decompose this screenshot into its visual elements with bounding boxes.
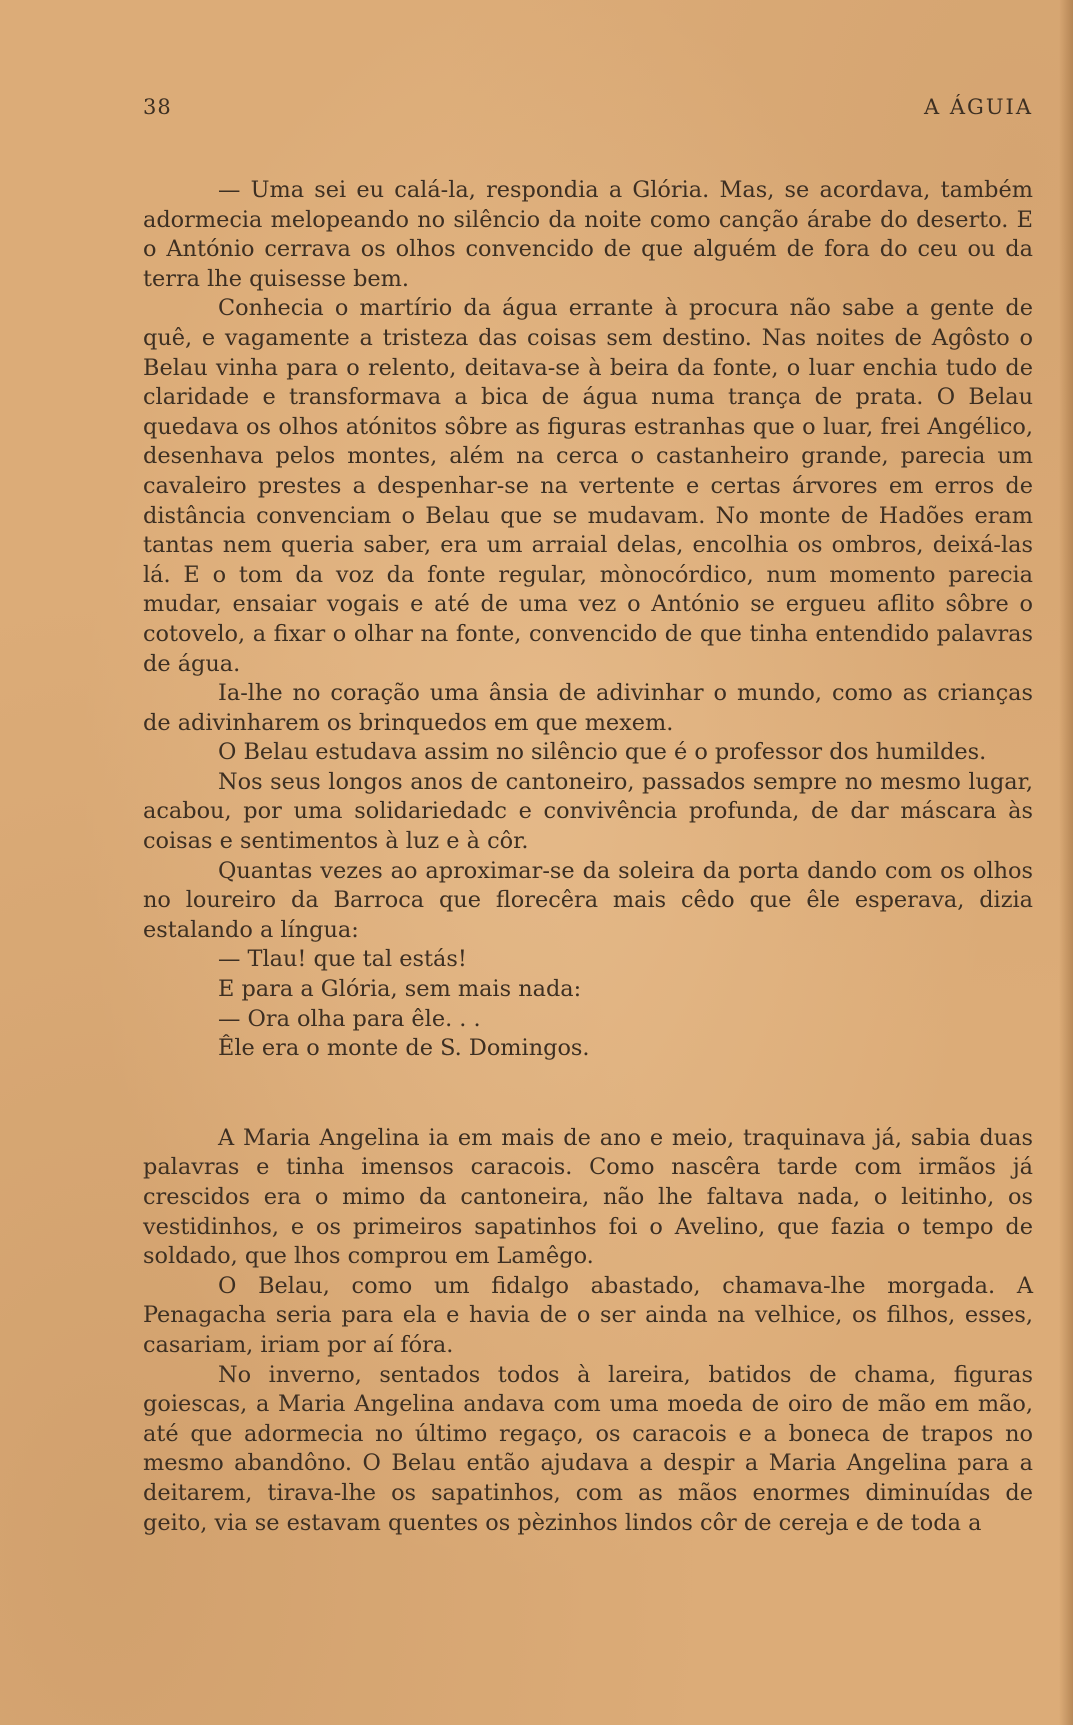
running-head bbox=[143, 95, 1033, 125]
page-edge-shadow bbox=[1059, 0, 1073, 1725]
paragraph: — Uma sei eu calá-la, respondia a Glória. Mas, se acordava, também adormecia melopeando no silêncio da noite como canção árabe do deserto. E o António cerrava os olhos convencido de que alguém de fora do ceu ou da terra lhe quisesse bem. bbox=[143, 177, 1033, 292]
paragraph: O Belau estudava assim no silêncio que é o professor dos humildes. bbox=[218, 739, 987, 766]
dialogue-line: — Tlau! que tal estás! bbox=[218, 946, 467, 973]
paragraph: O Belau, como um fidalgo abastado, chamava-lhe morgada. A Penagacha seria para ela e havia de o ser ainda na velhice, os filhos, esses, casariam, iriam por aí fóra. bbox=[143, 1272, 1033, 1358]
paragraph: No inverno, sentados todos à lareira, batidos de chama, figuras goiescas, a Maria Angelina andava com uma moeda de oiro de mão em mão, até que adormecia no último regaço, os caracois e a boneca de trapos no mesmo abandôno. O Belau então ajudava a despir a Maria Angelina para a deitarem, tirava-lhe os sapatinhos, com as mãos enormes diminuídas de geito, via se estavam quentes os pèzinhos lindos côr de cereja e de toda a bbox=[143, 1361, 1033, 1536]
paragraph: Ia-lhe no coração uma ânsia de adivinhar o mundo, como as crianças de adivinharem os brinquedos em que mexem. bbox=[143, 680, 1033, 736]
paragraph: E para a Glória, sem mais nada: bbox=[218, 976, 582, 1003]
paragraph: A Maria Angelina ia em mais de ano e meio, traquinava já, sabia duas palavras e tinha imensos caracois. Como nascêra tarde com irmãos já crescidos era o mimo da cantoneira, não lhe faltava nada, o leitinho, os vestidinhos, e os primeiros sapatinhos foi o Avelino, que fazia o tempo de soldado, que lhos comprou em Lamêgo. bbox=[143, 1124, 1033, 1270]
dialogue-line: — Ora olha para êle. . . bbox=[218, 1005, 481, 1032]
paragraph: Conhecia o martírio da água errante à procura não sabe a gente de quê, e vagamente a tristeza das coisas sem destino. Nas noites de Agôsto o Belau vinha para o relento, deitava-se à beira da fonte, o luar enchia tudo de claridade e transformava a bica de água numa trança de prata. O Belau quedava os olhos atónitos sôbre as figuras estranhas que o luar, frei Angélico, desenhava pelos montes, além na cerca o castanheiro grande, parecia um cavaleiro prestes a despenhar-se na vertente e certas árvores em erros de distância convenciam o Belau que se mudavam. No monte de Hadões eram tantas nem queria saber, era um arraial delas, encolhia os ombros, deixá-las lá. E o tom da voz da fonte regular, mònocórdico, num momento parecia mudar, ensaiar vogais e até de uma vez o António se ergueu aflito sôbre o cotovelo, a fixar o olhar na fonte, convencido de que tinha entendido palavras de água. bbox=[143, 295, 1033, 677]
page-number: 38 bbox=[143, 95, 172, 119]
body-text bbox=[143, 176, 1033, 1538]
paragraph: Nos seus longos anos de cantoneiro, passados sempre no mesmo lugar, acabou, por uma solidariedadc e convivência profunda, de dar máscara às coisas e sentimentos à luz e à côr. bbox=[143, 768, 1033, 855]
paragraph: Quantas vezes ao aproximar-se da soleira da porta dando com os olhos no loureiro da Barroca que florecêra mais cêdo que êle esperava, dizia estalando a língua: bbox=[143, 857, 1033, 943]
section-break bbox=[143, 1064, 1033, 1124]
journal-title: A ÁGUIA bbox=[924, 95, 1033, 119]
paragraph: Êle era o monte de S. Domingos. bbox=[218, 1035, 590, 1062]
